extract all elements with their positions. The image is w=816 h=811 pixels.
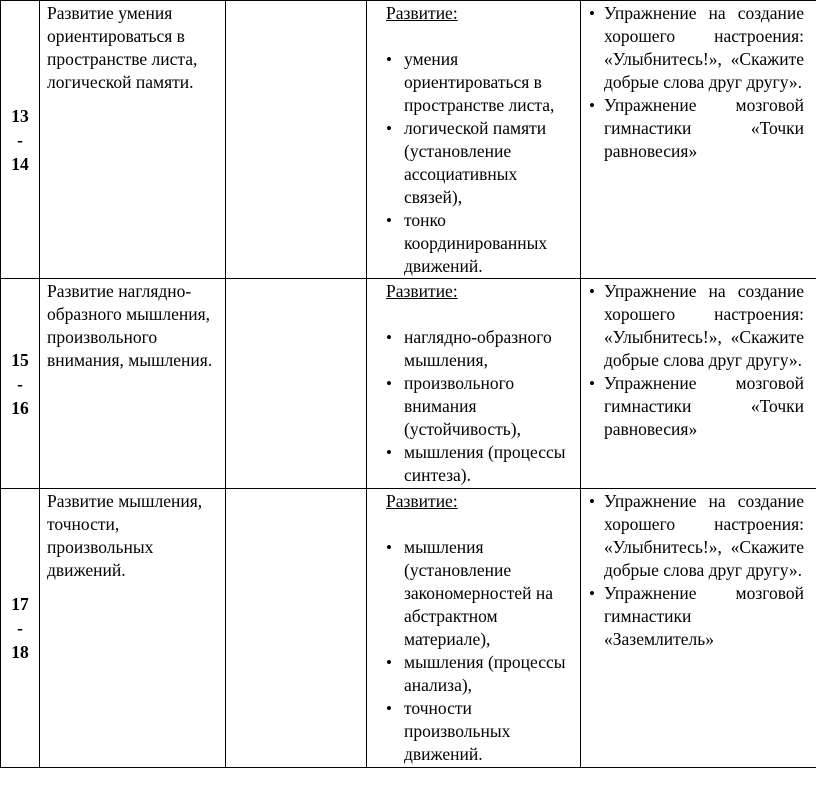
topic-text: Развитие мышления, точности, произвольных движений. bbox=[47, 491, 203, 580]
development-cell bbox=[367, 279, 581, 489]
list-item: • произвольного внимания (устойчивость), bbox=[386, 372, 576, 441]
development-cell bbox=[367, 489, 581, 768]
table-row bbox=[1, 279, 816, 489]
list-item: • Упражнение на создание хорошего настроения: «Улыбнитесь!», «Скажите добрые слова друг другу». bbox=[589, 490, 804, 582]
list-item: • Упражнение на создание хорошего настроения: «Улыбнитесь!», «Скажите добрые слова друг другу». bbox=[589, 280, 804, 372]
lesson-number-end: 18 bbox=[11, 642, 29, 662]
lesson-number-start: 17 bbox=[11, 594, 29, 614]
development-cell bbox=[367, 1, 581, 279]
list-item: • Упражнение мозговой гимнастики «Заземлитель» bbox=[589, 582, 804, 651]
lesson-number-dash: - bbox=[17, 373, 23, 394]
list-item: • мышления (процессы анализа), bbox=[386, 651, 576, 697]
development-list bbox=[386, 536, 576, 766]
exercises-list bbox=[589, 490, 804, 651]
exercises-list bbox=[589, 2, 804, 163]
topic-cell bbox=[40, 279, 226, 489]
empty-cell bbox=[226, 279, 367, 489]
list-item: • Упражнение мозговой гимнастики «Точки равновесия» bbox=[589, 372, 804, 441]
development-list bbox=[386, 326, 576, 487]
development-title: Развитие: bbox=[386, 281, 458, 301]
lesson-number-start: 13 bbox=[11, 105, 29, 126]
list-item: • точности произвольных движений. bbox=[386, 697, 576, 766]
topic-cell bbox=[40, 1, 226, 279]
list-item: • тонко координированных движений. bbox=[386, 209, 576, 278]
empty-cell bbox=[226, 489, 367, 768]
list-item: • мышления (установление закономерностей на абстрактном материале), bbox=[386, 536, 576, 651]
lesson-number-cell bbox=[1, 1, 40, 279]
exercises-list bbox=[589, 280, 804, 441]
table-row bbox=[1, 1, 816, 279]
list-item: • умения ориентироваться в пространстве листа, bbox=[386, 48, 576, 117]
topic-text: Развитие наглядно-образного мышления, произвольного внимания, мышления. bbox=[47, 281, 213, 370]
lesson-number-end: 14 bbox=[11, 153, 29, 174]
empty-cell bbox=[226, 1, 367, 279]
topic-text: Развитие умения ориентироваться в пространстве листа, логической памяти. bbox=[47, 3, 198, 92]
lesson-number-cell bbox=[1, 279, 40, 489]
development-title: Развитие: bbox=[386, 491, 458, 511]
lesson-number-dash: - bbox=[17, 129, 23, 150]
lesson-number-end: 16 bbox=[11, 397, 29, 418]
list-item: • Упражнение на создание хорошего настроения: «Улыбнитесь!», «Скажите добрые слова друг другу». bbox=[589, 2, 804, 94]
list-item: • мышления (процессы синтеза). bbox=[386, 441, 576, 487]
lesson-number-dash: - bbox=[17, 618, 23, 638]
exercises-cell bbox=[581, 1, 816, 279]
lesson-number-cell bbox=[1, 489, 40, 768]
list-item: • логической памяти (установление ассоциативных связей), bbox=[386, 117, 576, 209]
lesson-number-start: 15 bbox=[11, 349, 29, 370]
exercises-cell bbox=[581, 279, 816, 489]
list-item: • Упражнение мозговой гимнастики «Точки равновесия» bbox=[589, 94, 804, 163]
topic-cell bbox=[40, 489, 226, 768]
list-item: • наглядно-образного мышления, bbox=[386, 326, 576, 372]
development-title: Развитие: bbox=[386, 3, 458, 23]
development-list bbox=[386, 48, 576, 278]
table-row bbox=[1, 489, 816, 768]
exercises-cell bbox=[581, 489, 816, 768]
